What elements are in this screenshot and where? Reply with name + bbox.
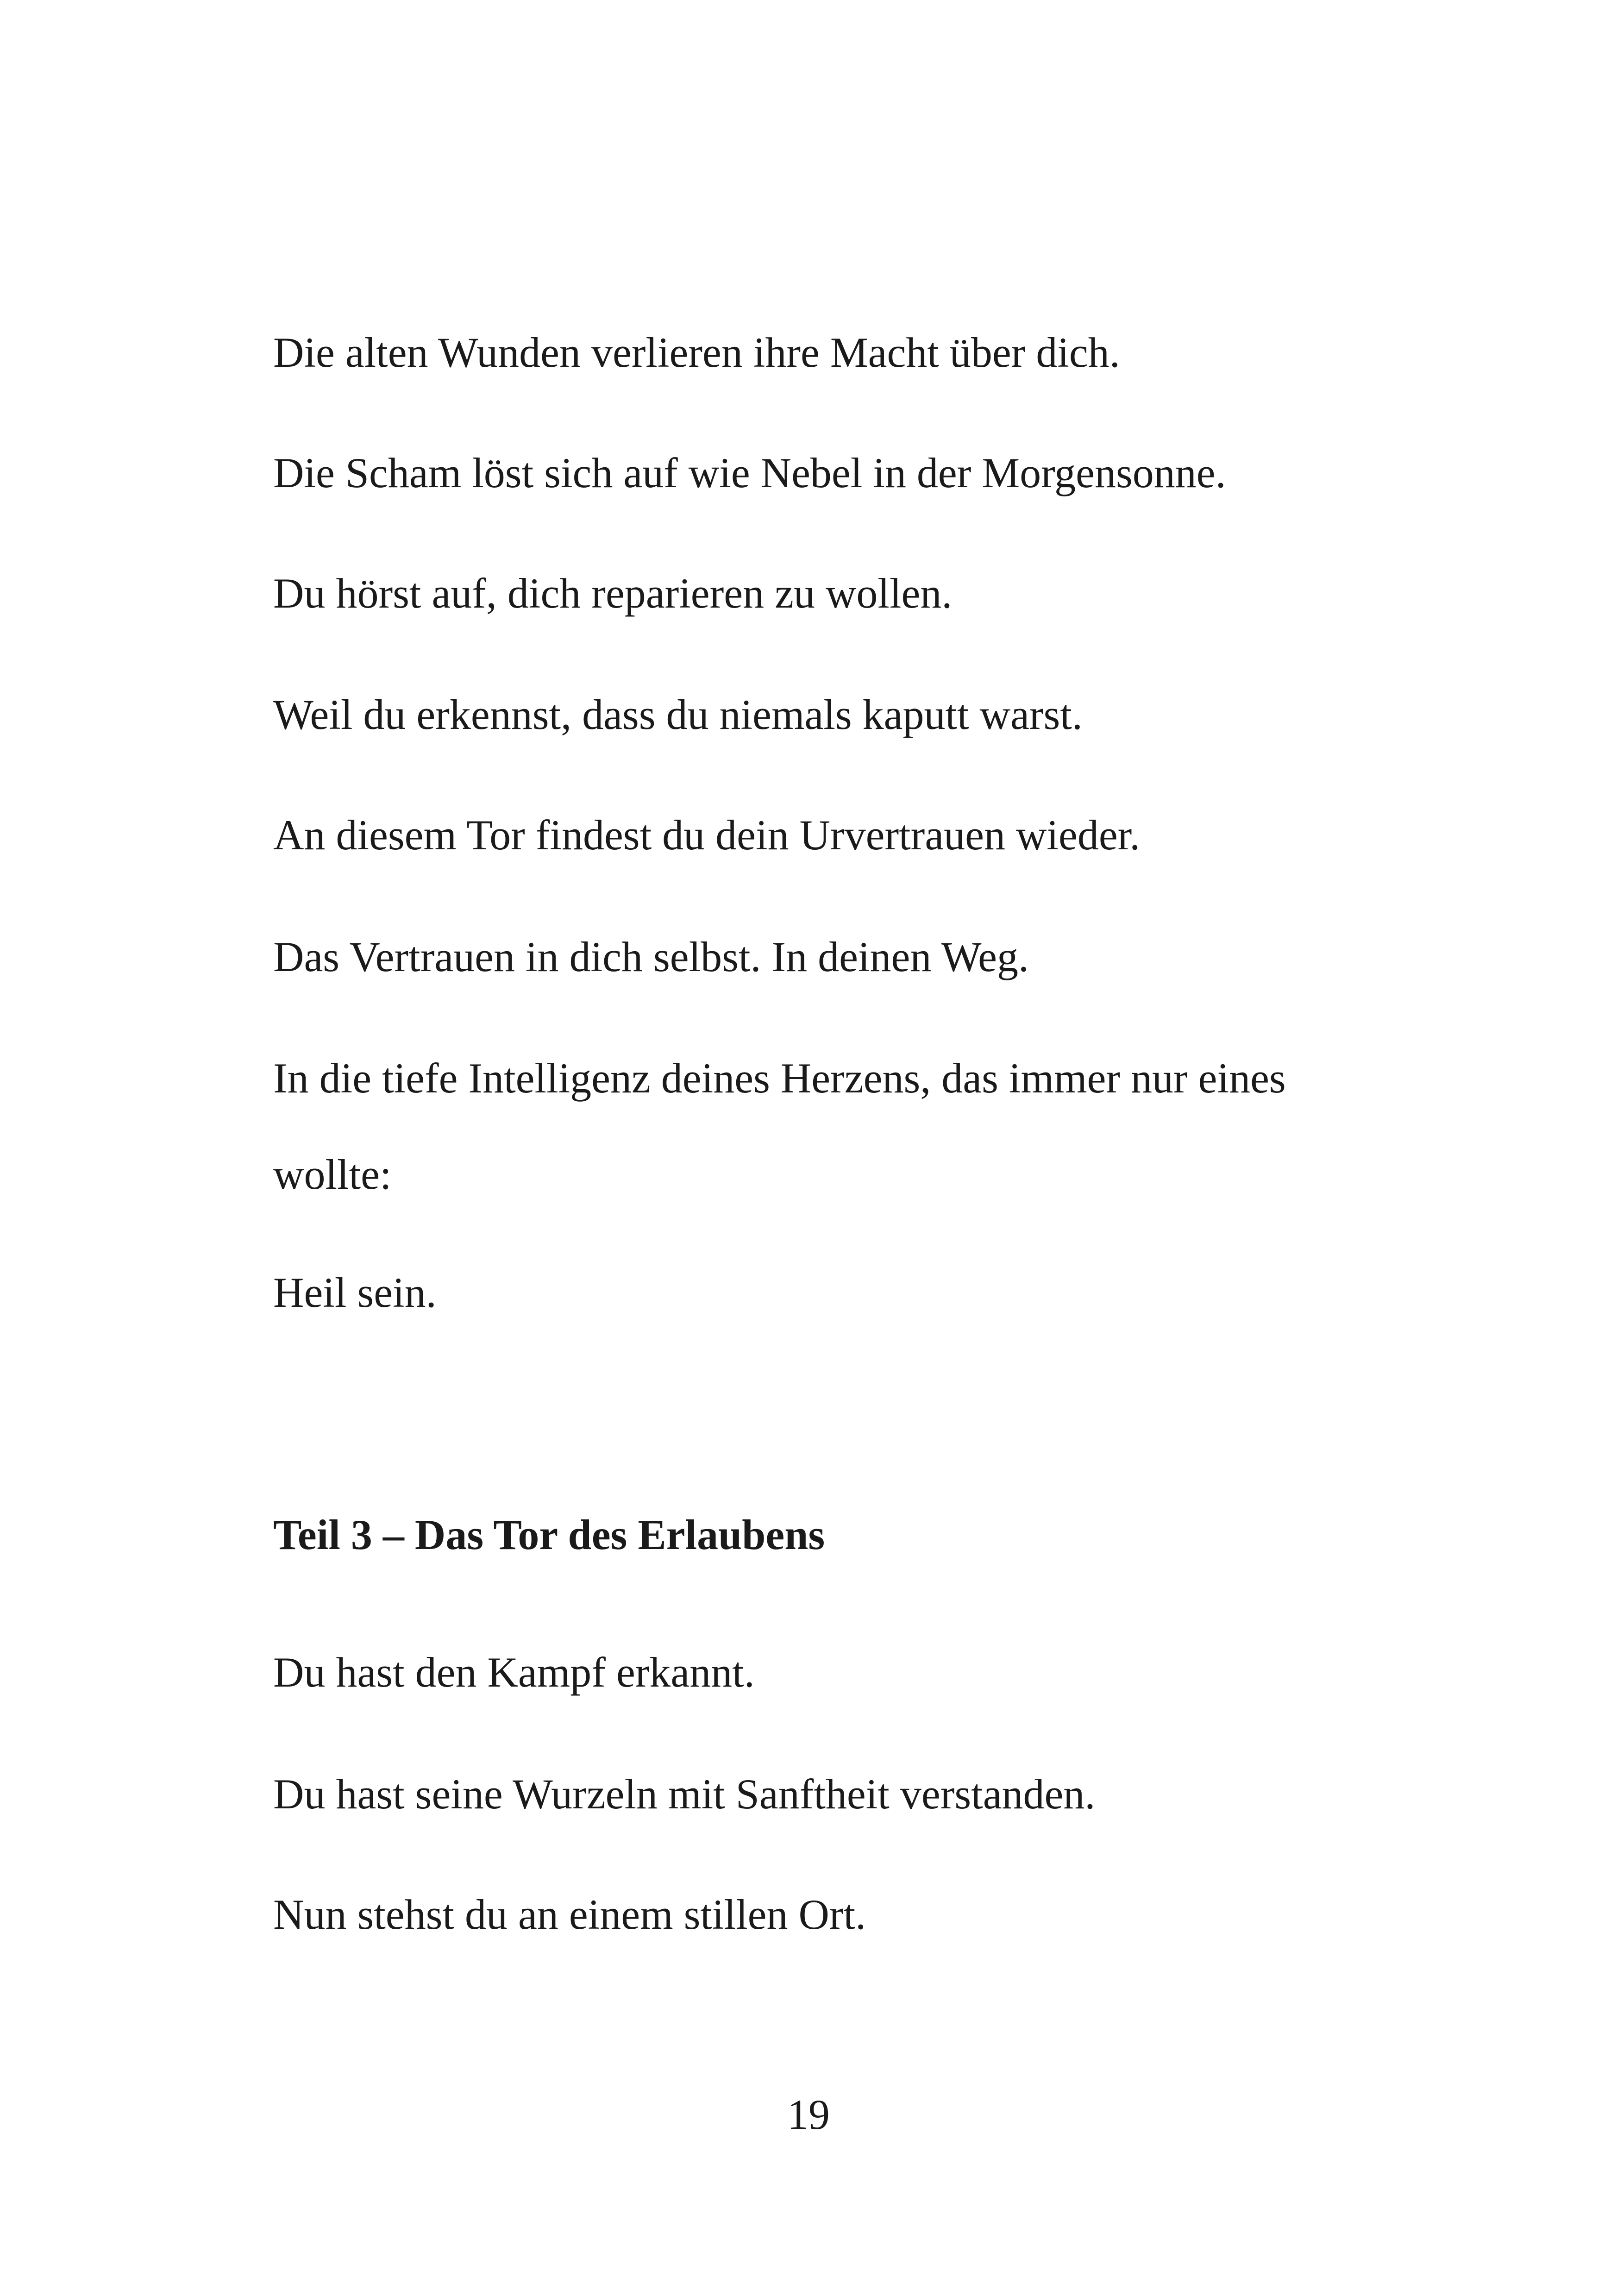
text-line: Du hast den Kampf erkannt. bbox=[273, 1649, 755, 1696]
text-line: Du hast seine Wurzeln mit Sanftheit verstanden. bbox=[273, 1770, 1096, 1818]
section-heading: Teil 3 – Das Tor des Erlaubens bbox=[273, 1511, 825, 1558]
text-line: Die Scham löst sich auf wie Nebel in der Morgensonne. bbox=[273, 449, 1226, 496]
text-line: In die tiefe Intelligenz deines Herzens, das immer nur eines bbox=[273, 1054, 1286, 1102]
text-line: Du hörst auf, dich reparieren zu wollen. bbox=[273, 570, 953, 617]
text-line: Das Vertrauen in dich selbst. In deinen Weg. bbox=[273, 933, 1029, 980]
page-number: 19 bbox=[787, 2091, 830, 2138]
text-line: Nun stehst du an einem stillen Ort. bbox=[273, 1891, 866, 1938]
text-line: An diesem Tor findest du dein Urvertrauen wieder. bbox=[273, 811, 1141, 859]
text-line: Heil sein. bbox=[273, 1269, 437, 1316]
text-line: Die alten Wunden verlieren ihre Macht über dich. bbox=[273, 329, 1120, 376]
text-line: wollte: bbox=[273, 1151, 392, 1198]
text-line: Weil du erkennst, dass du niemals kaputt warst. bbox=[273, 691, 1083, 738]
